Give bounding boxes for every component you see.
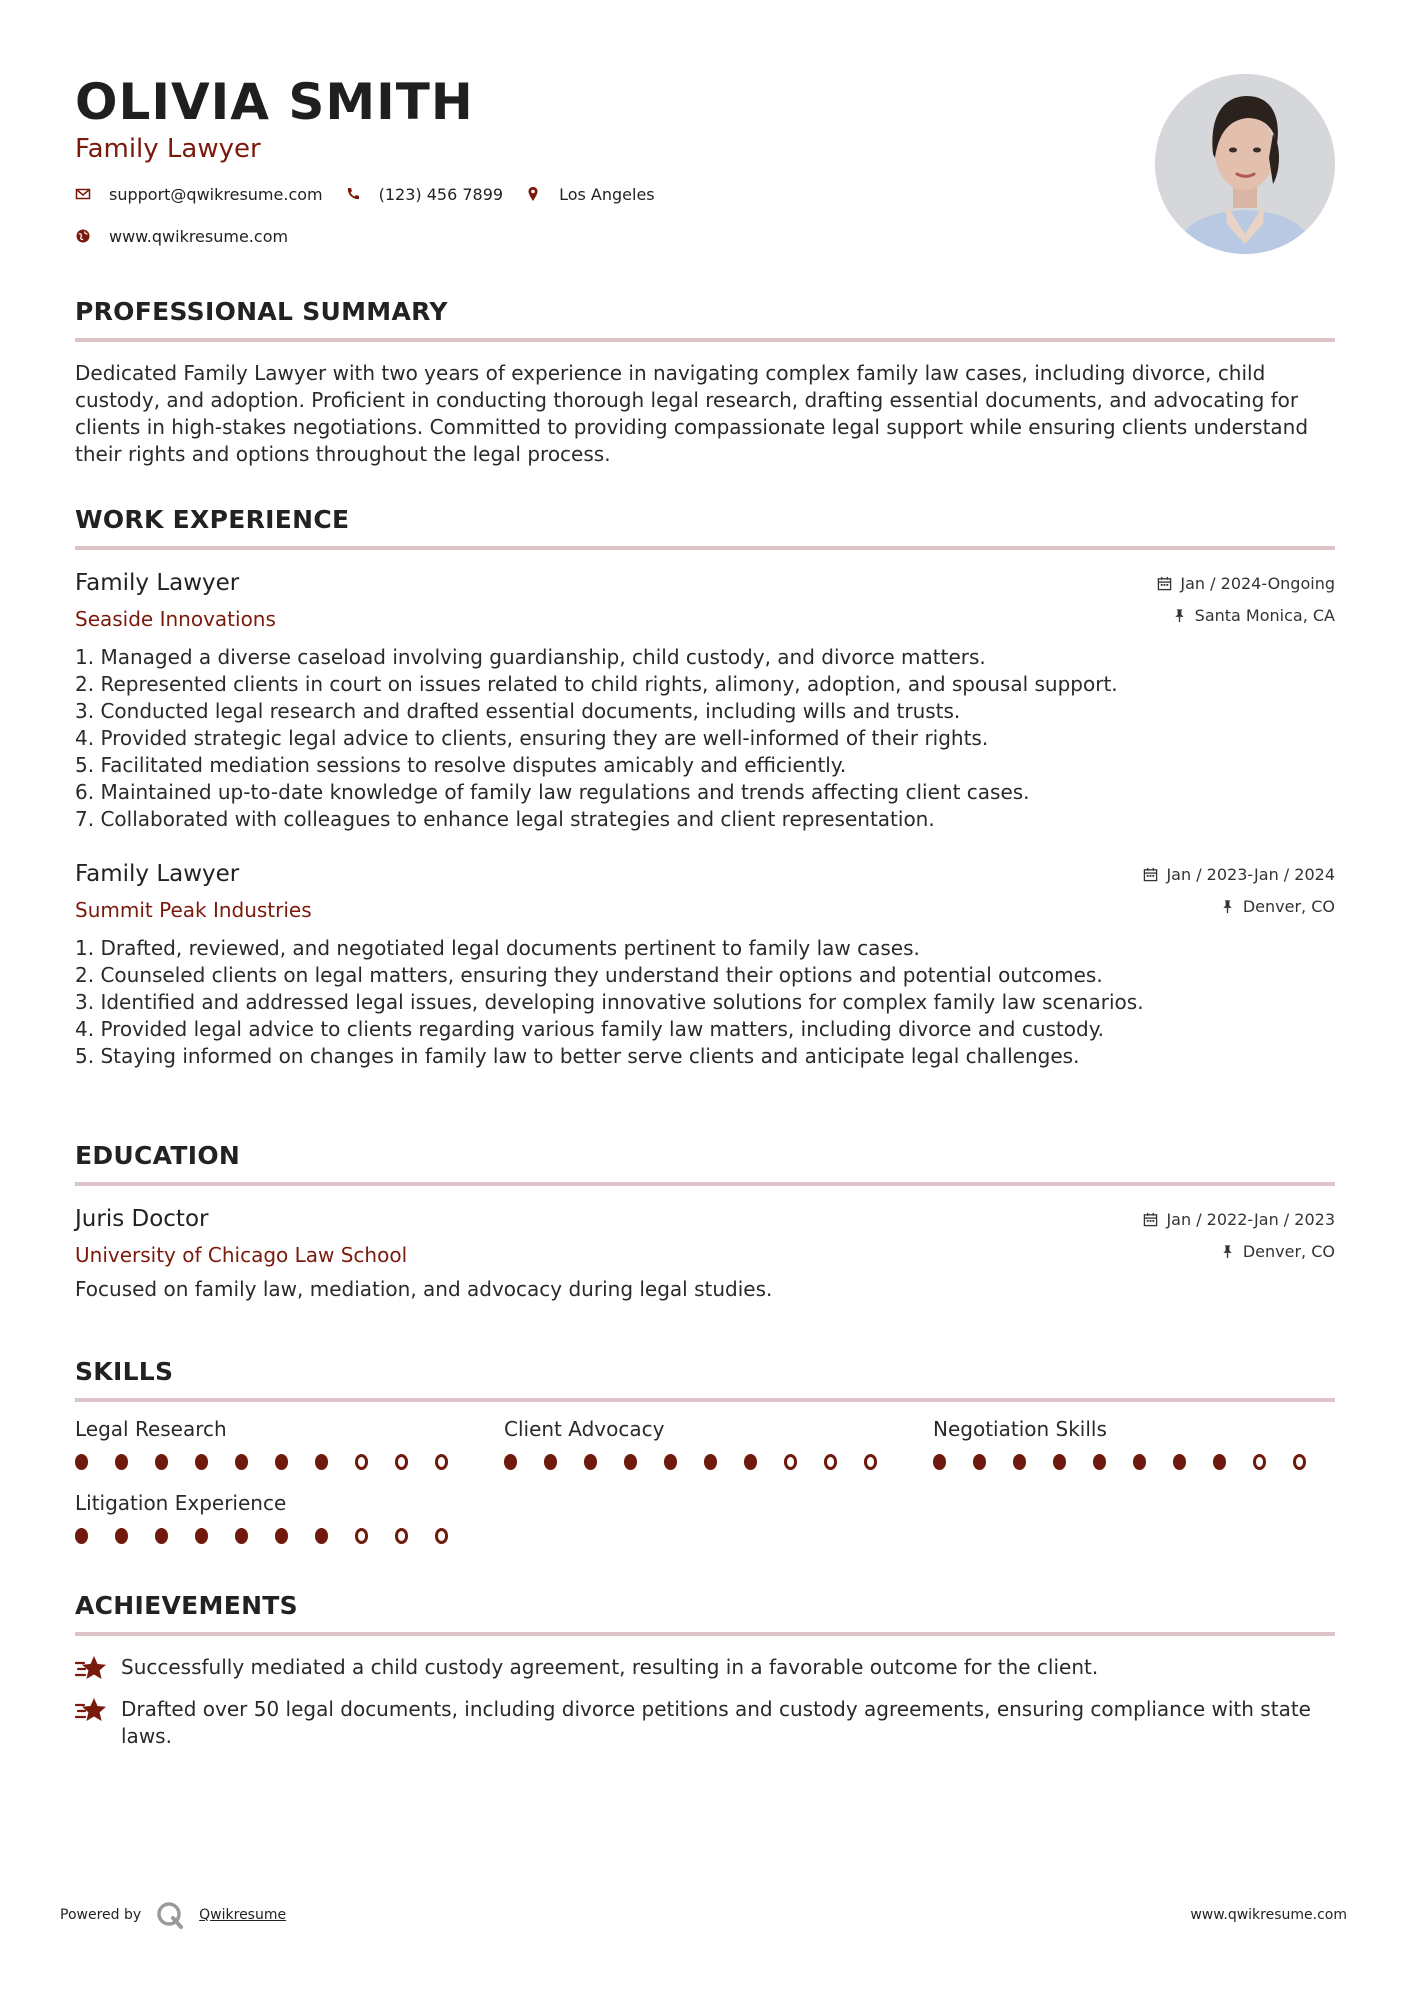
rating-dot-filled [235,1454,248,1470]
rating-dot-filled [275,1528,288,1544]
job-bullets [75,935,1335,1070]
rating-dot-filled [235,1528,248,1544]
education-dates: Jan / 2022-Jan / 2023 [1143,1208,1335,1230]
contact-phone[interactable] [345,185,503,204]
rating-dot-filled [1093,1454,1106,1470]
job-company: Summit Peak Industries [75,898,312,922]
degree-title: Juris Doctor [75,1206,209,1232]
section-divider [75,1632,1335,1636]
location-text: Los Angeles [559,184,655,204]
pushpin-icon [1172,608,1187,623]
contact-row [75,182,1335,206]
achievement-text: Successfully mediated a child custody agreement, resulting in a favorable outcome for the client. [121,1655,1099,1679]
rating-dot-filled [75,1528,88,1544]
rating-dot-filled [1013,1454,1026,1470]
list-item: 2. Represented clients in court on issues related to child rights, alimony, adoption, and spousal support. [75,672,1118,696]
achievement-text: Drafted over 50 legal documents, including divorce petitions and custody agreements, ensuring compliance with state laws. [121,1697,1311,1748]
rating-dot-filled [315,1454,328,1470]
skill-item [75,1416,475,1470]
job-entry [75,859,1335,1070]
rating-dot-filled [744,1454,757,1470]
skill-rating [504,1454,904,1470]
phone-text: (123) 456 7899 [378,184,504,204]
star-icon [75,1696,109,1724]
education-description: Focused on family law, mediation, and advocacy during legal studies. [75,1277,773,1301]
skills-grid [75,1416,1335,1576]
section-divider [75,338,1335,342]
candidate-role: Family Lawyer [75,134,261,164]
rating-dot-filled [973,1454,986,1470]
job-location: Santa Monica, CA [1157,604,1335,626]
powered-by-label: Powered by [60,1907,142,1923]
qwikresume-logo-icon [155,1900,185,1930]
achievements-section [75,1590,1335,1750]
job-title: Family Lawyer [75,861,240,887]
summary-section [75,296,1335,468]
education-entry [75,1204,1335,1303]
star-icon [75,1654,109,1682]
rating-dot-filled [1053,1454,1066,1470]
skill-name: Negotiation Skills [933,1417,1107,1441]
school-name: University of Chicago Law School [75,1243,408,1267]
education-meta [1143,1208,1335,1262]
list-item: 5. Facilitated mediation sessions to resolve disputes amicably and efficiently. [75,753,847,777]
skill-item [504,1416,904,1470]
rating-dot-empty [395,1528,408,1544]
job-dates: Jan / 2023-Jan / 2024 [1143,863,1335,885]
job-title: Family Lawyer [75,570,240,596]
skill-rating [933,1454,1333,1470]
list-item: 4. Provided legal advice to clients regarding various family law matters, including divorce and custody. [75,1017,1105,1041]
calendar-icon [1143,1212,1158,1227]
rating-dot-empty [1253,1454,1266,1470]
globe-icon [75,228,91,244]
rating-dot-filled [1173,1454,1186,1470]
profile-photo [1155,74,1335,254]
rating-dot-filled [584,1454,597,1470]
email-text: support@qwikresume.com [109,184,323,204]
list-item: 5. Staying informed on changes in family law to better serve clients and anticipate legal challenges. [75,1044,1080,1068]
list-item: 7. Collaborated with colleagues to enhance legal strategies and client representation. [75,807,935,831]
rating-dot-empty [864,1454,877,1470]
pushpin-icon [1220,1244,1235,1259]
rating-dot-filled [195,1528,208,1544]
job-meta [1143,863,1335,917]
contact-email[interactable] [75,185,323,204]
skill-name: Legal Research [75,1417,227,1441]
map-pin-icon [525,186,541,202]
list-item: 3. Conducted legal research and drafted essential documents, including wills and trusts. [75,699,961,723]
contact-location [525,185,655,204]
education-heading: EDUCATION [75,1141,241,1170]
rating-dot-filled [155,1528,168,1544]
contact-row-2 [75,224,1335,248]
section-divider [75,1398,1335,1402]
list-item: 1. Drafted, reviewed, and negotiated legal documents pertinent to family law cases. [75,936,920,960]
candidate-name: OLIVIA SMITH [75,73,474,131]
qwikresume-link[interactable]: Qwikresume [199,1907,287,1923]
rating-dot-filled [115,1528,128,1544]
skill-name: Client Advocacy [504,1417,665,1441]
pushpin-icon [1220,899,1235,914]
skill-rating [75,1454,475,1470]
list-item: 6. Maintained up-to-date knowledge of family law regulations and trends affecting client cases. [75,780,1030,804]
education-location: Denver, CO [1143,1240,1335,1262]
rating-dot-empty [1293,1454,1306,1470]
calendar-icon [1157,576,1172,591]
phone-icon [345,186,361,202]
portrait-image [1155,74,1335,254]
job-location: Denver, CO [1143,895,1335,917]
resume-header [75,72,1335,262]
job-dates: Jan / 2024-Ongoing [1157,572,1335,594]
skill-item [933,1416,1333,1470]
list-item: 3. Identified and addressed legal issues, developing innovative solutions for complex family law scenarios. [75,990,1144,1014]
footer-website-link[interactable]: www.qwikresume.com [1190,1907,1347,1923]
rating-dot-empty [435,1454,448,1470]
rating-dot-filled [275,1454,288,1470]
rating-dot-filled [544,1454,557,1470]
rating-dot-empty [824,1454,837,1470]
rating-dot-empty [435,1528,448,1544]
skill-name: Litigation Experience [75,1491,287,1515]
rating-dot-empty [395,1454,408,1470]
experience-heading: WORK EXPERIENCE [75,505,350,534]
job-entry [75,568,1335,833]
rating-dot-filled [315,1528,328,1544]
summary-text: Dedicated Family Lawyer with two years of experience in navigating complex family law cases, including divorce, child custody, and adoption. Proficient in conducting thorough legal research, drafting essential documents, and advocating for clients in high-stakes negotiations. Committed to providing compassionate legal support while ensuring clients understand their rights and options throughout the legal process. [75,361,1309,466]
summary-heading: PROFESSIONAL SUMMARY [75,297,448,326]
job-bullets [75,644,1335,833]
list-item: 2. Counseled clients on legal matters, ensuring they understand their options and potential outcomes. [75,963,1103,987]
footer [60,1900,1347,1930]
job-company: Seaside Innovations [75,607,276,631]
experience-section [75,504,1335,1070]
rating-dot-filled [624,1454,637,1470]
envelope-icon [75,186,91,202]
rating-dot-empty [784,1454,797,1470]
calendar-icon [1143,867,1158,882]
list-item: 1. Managed a diverse caseload involving guardianship, child custody, and divorce matters. [75,645,986,669]
achievements-heading: ACHIEVEMENTS [75,1591,298,1620]
achievement-item [75,1696,1335,1750]
achievement-item [75,1654,1335,1682]
section-divider [75,1182,1335,1186]
skill-item [75,1490,475,1544]
rating-dot-empty [355,1528,368,1544]
rating-dot-filled [155,1454,168,1470]
rating-dot-filled [1213,1454,1226,1470]
rating-dot-filled [664,1454,677,1470]
rating-dot-filled [1133,1454,1146,1470]
list-item: 4. Provided strategic legal advice to clients, ensuring they are well-informed of their rights. [75,726,989,750]
rating-dot-filled [504,1454,517,1470]
rating-dot-filled [195,1454,208,1470]
education-section [75,1140,1335,1303]
skill-rating [75,1528,475,1544]
rating-dot-filled [704,1454,717,1470]
rating-dot-empty [355,1454,368,1470]
skills-heading: SKILLS [75,1357,174,1386]
contact-website[interactable] [75,227,288,246]
rating-dot-filled [75,1454,88,1470]
section-divider [75,546,1335,550]
job-meta [1157,572,1335,626]
skills-section [75,1356,1335,1576]
rating-dot-filled [115,1454,128,1470]
rating-dot-filled [933,1454,946,1470]
website-text: www.qwikresume.com [109,226,289,246]
